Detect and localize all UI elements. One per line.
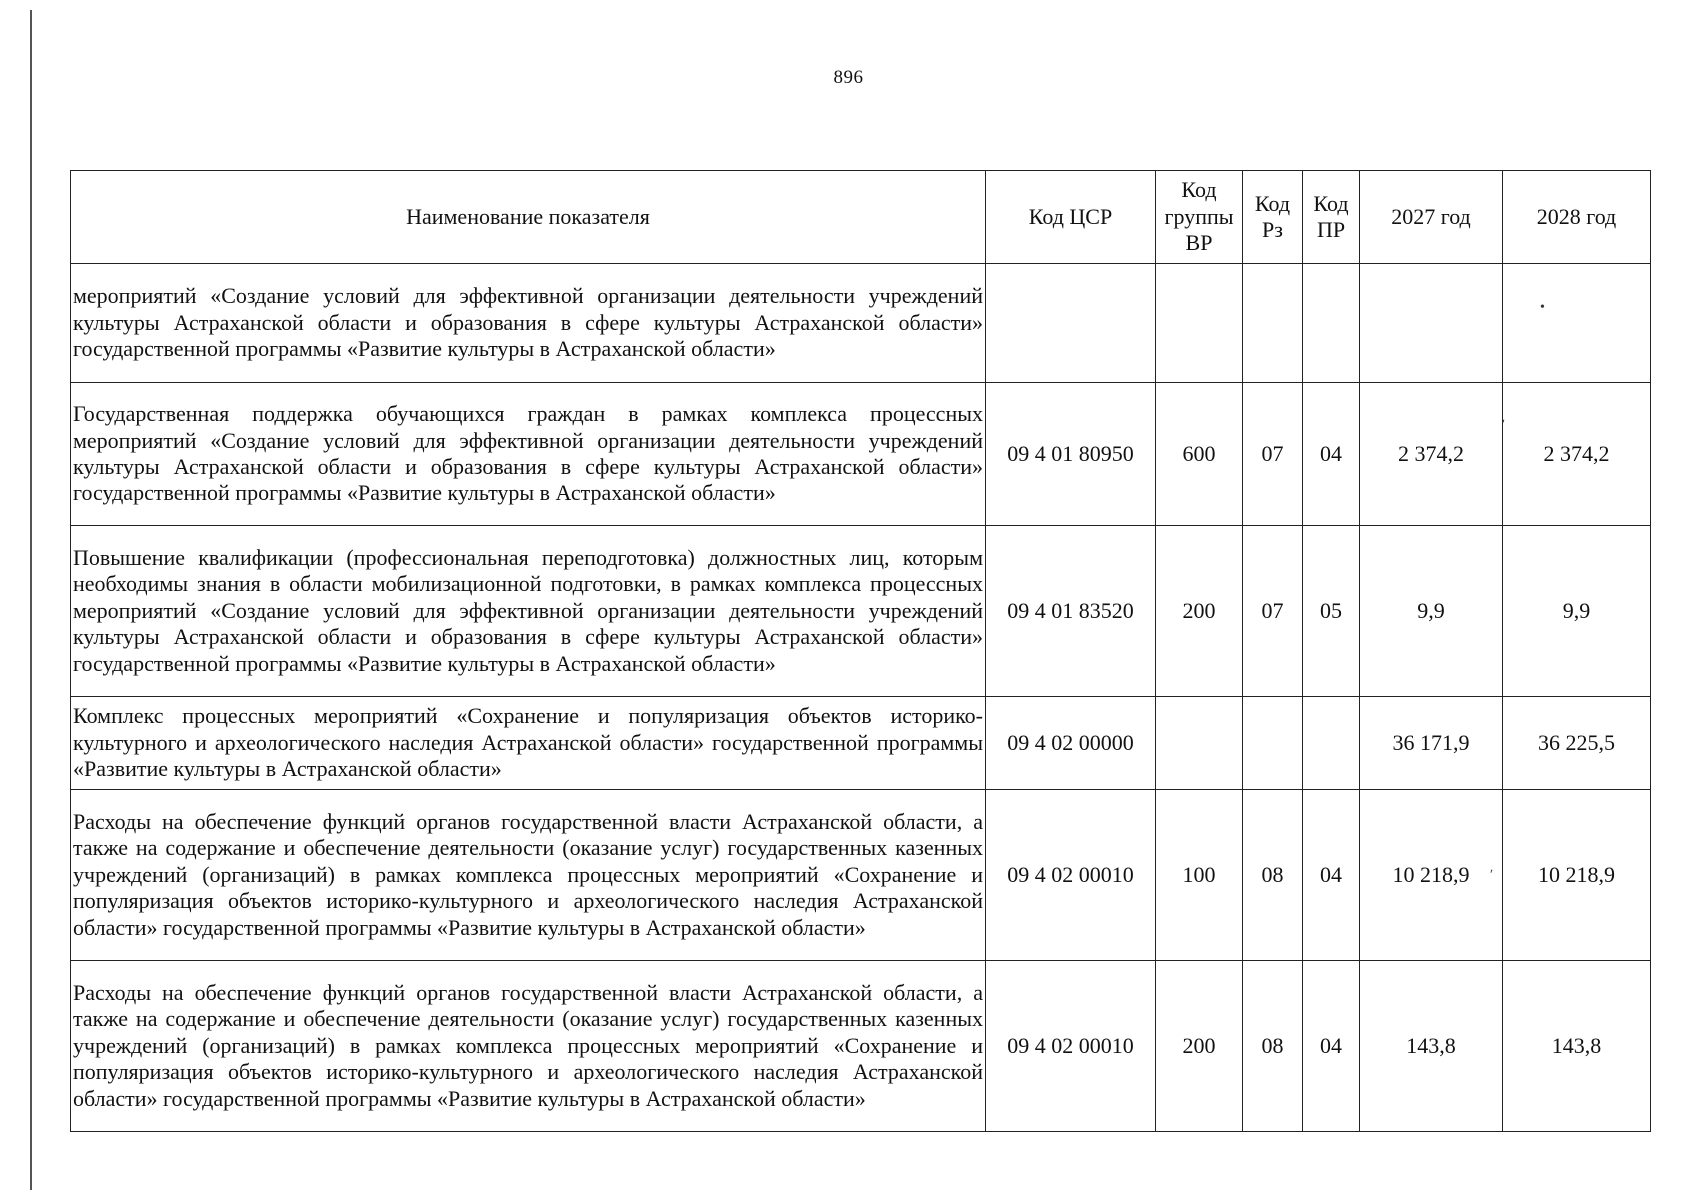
table-header-row [71, 171, 1651, 264]
header-year-2027: 2027 год [1360, 171, 1503, 264]
table-row [71, 961, 1651, 1132]
page-margin-line [30, 10, 32, 1190]
table-row [71, 526, 1651, 697]
row-rz-code: 08 [1243, 961, 1303, 1132]
row-amount-2028: 36 225,5 [1503, 697, 1651, 790]
row-name: Повышение квалификации (профессиональная переподготовка) должностных лиц, которым необходимы знания в области мобилизационной подготовки, в рамках комплекса процессных мероприятий «Создание условий для эффективной организации деятельности учреждений культуры Астраханской области и образования в сфере культуры Астраханской области» государственной программы «Развитие культуры в Астраханской области» [71, 526, 986, 697]
row-name: Комплекс процессных мероприятий «Сохранение и популяризация объектов историко-культурного и археологического наследия Астраханской области» государственной программы «Развитие культуры в Астраханской области» [71, 697, 986, 790]
row-vr-code: 100 [1156, 790, 1243, 961]
row-name: Расходы на обеспечение функций органов государственной власти Астраханской области, а также на содержание и обеспечение деятельности (оказание услуг) государственных казенных учреждений (организаций) в рамках комплекса процессных мероприятий «Сохранение и популяризация объектов историко-культурного и археологического наследия Астраханской области» государственной программы «Развитие культуры в Астраханской области» [71, 790, 986, 961]
row-amount-2028: 143,8 [1503, 961, 1651, 1132]
header-csr-code: Код ЦСР [986, 171, 1156, 264]
row-pr-code [1303, 697, 1360, 790]
row-rz-code: 07 [1243, 526, 1303, 697]
row-csr-code: 09 4 02 00000 [986, 697, 1156, 790]
row-name: Расходы на обеспечение функций органов государственной власти Астраханской области, а также на содержание и обеспечение деятельности (оказание услуг) государственных казенных учреждений (организаций) в рамках комплекса процессных мероприятий «Сохранение и популяризация объектов историко-культурного и археологического наследия Астраханской области» государственной программы «Развитие культуры в Астраханской области» [71, 961, 986, 1132]
page-number: 896 [833, 67, 864, 88]
row-vr-code [1156, 697, 1243, 790]
row-amount-2027: 143,8 [1360, 961, 1503, 1132]
row-vr-code: 200 [1156, 961, 1243, 1132]
header-year-2028: 2028 год [1503, 171, 1651, 264]
row-pr-code: 04 [1303, 790, 1360, 961]
row-rz-code: 07 [1243, 383, 1303, 526]
row-amount-2027: 36 171,9 [1360, 697, 1503, 790]
table-row [71, 790, 1651, 961]
row-amount-2028 [1503, 264, 1651, 383]
scan-artifact-mark: • [1540, 300, 1545, 315]
header-rz-code: Код Рз [1243, 171, 1303, 264]
row-pr-code: 05 [1303, 526, 1360, 697]
table-row [71, 264, 1651, 383]
scan-artifact-mark: ʹ [1502, 418, 1506, 433]
row-csr-code [986, 264, 1156, 383]
row-vr-code [1156, 264, 1243, 383]
scan-artifact-mark: ʹ [1490, 868, 1494, 883]
row-amount-2028: 2 374,2 [1503, 383, 1651, 526]
budget-table [70, 170, 1651, 1132]
row-pr-code: 04 [1303, 961, 1360, 1132]
row-amount-2027: 10 218,9 [1360, 790, 1503, 961]
row-amount-2027 [1360, 264, 1503, 383]
row-csr-code: 09 4 01 83520 [986, 526, 1156, 697]
table-row [71, 383, 1651, 526]
header-name: Наименование показателя [71, 171, 986, 264]
row-csr-code: 09 4 02 00010 [986, 961, 1156, 1132]
row-amount-2027: 9,9 [1360, 526, 1503, 697]
header-pr-code: Код ПР [1303, 171, 1360, 264]
row-name: мероприятий «Создание условий для эффективной организации деятельности учреждений культуры Астраханской области и образования в сфере культуры Астраханской области» государственной программы «Развитие культуры в Астраханской области» [71, 264, 986, 383]
row-amount-2028: 9,9 [1503, 526, 1651, 697]
row-amount-2028: 10 218,9 [1503, 790, 1651, 961]
row-pr-code [1303, 264, 1360, 383]
row-rz-code: 08 [1243, 790, 1303, 961]
row-csr-code: 09 4 02 00010 [986, 790, 1156, 961]
row-vr-code: 600 [1156, 383, 1243, 526]
row-amount-2027: 2 374,2 [1360, 383, 1503, 526]
table-row [71, 697, 1651, 790]
row-pr-code: 04 [1303, 383, 1360, 526]
row-name: Государственная поддержка обучающихся граждан в рамках комплекса процессных мероприятий «Создание условий для эффективной организации деятельности учреждений культуры Астраханской области и образования в сфере культуры Астраханской области» государственной программы «Развитие культуры в Астраханской области» [71, 383, 986, 526]
header-vr-code: Код группы ВР [1156, 171, 1243, 264]
row-rz-code [1243, 264, 1303, 383]
row-vr-code: 200 [1156, 526, 1243, 697]
row-rz-code [1243, 697, 1303, 790]
row-csr-code: 09 4 01 80950 [986, 383, 1156, 526]
